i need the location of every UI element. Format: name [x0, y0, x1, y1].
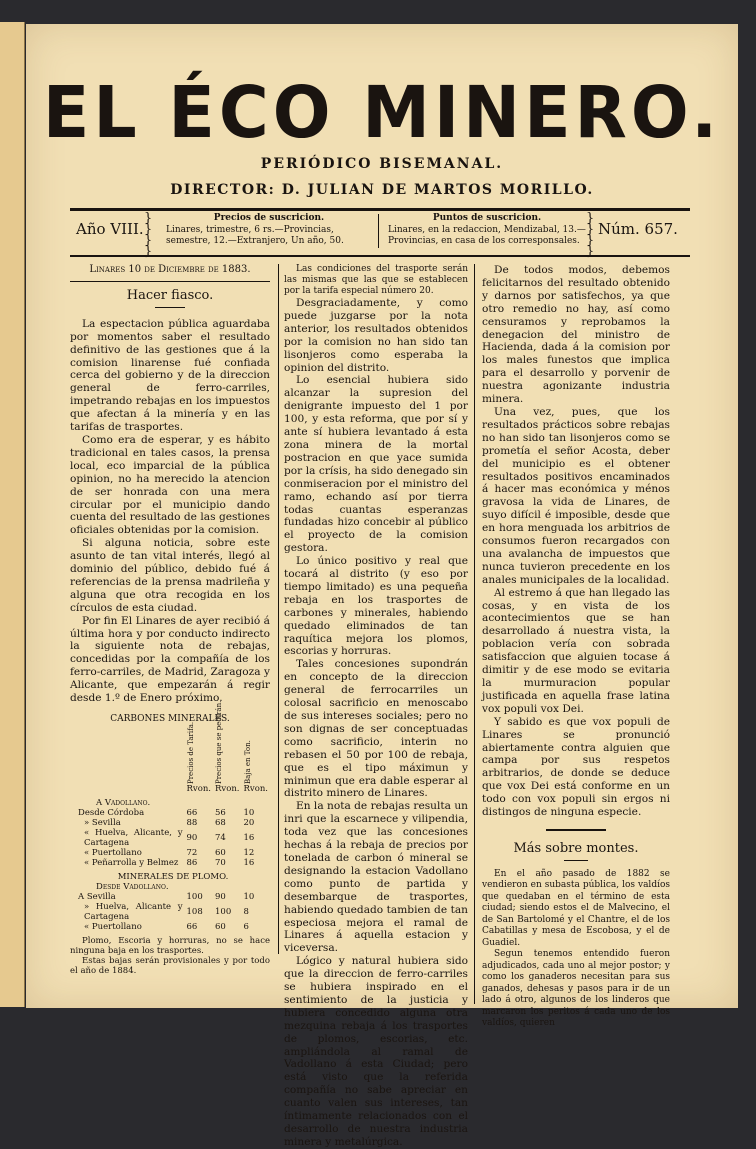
cell: 70: [215, 857, 226, 868]
issue-number: Núm. 657.: [598, 220, 678, 238]
cell: 66: [186, 921, 198, 932]
newspaper-page: [26, 24, 738, 1148]
paragraph: Lo esencial hubiera sido alcanzar la supresion del denigrante impuesto del 1 por 100, y esta reforma, que por sí y ante sí hubiera levantado á esta zona minera de la mortal postracion en que yace sumida por la crísis, ha sido denegado sin conmiseracion por el ministro del ramo, echando así por tierra todas cuantas esperanzas fundadas hizo concebir al público el proyecto de la comision gestora.: [284, 374, 468, 555]
unit-label: Rvon.: [243, 783, 268, 794]
paragraph: Segun tenemos entendido fueron adjudicados, cada uno al mejor postor; y como los ganaderos necesitan para sus ganados, dehesas y pasos para ir de un lado á otro, algunos de los linderos que marcaron los peritos á cada uno de los valdíos, quieren: [482, 949, 670, 1029]
paragraph: De todos modos, debemos felicitarnos del resultado obtenido y darnos por satisfechos, ya que otro remedio no hay, así como censuramos y reprobamos la denegacion del ministro de Hacienda, dada á la comision por los males funestos que implica para el desarrollo y porvenir de nuestra agonizante industria minera.: [482, 264, 670, 406]
paragraph: Lógico y natural hubiera sido que la direccion de ferro-carriles se hubiera inspirado en el sentimiento de la justicia y hubiera concedido alguna otra mezquina rebaja á los trasportes de plomos, escorias, etc. ampliándola al ramal de Vadollano á esta Ciudad; pero está visto que la referida compañía no sabe apreciar en cuanto valen sus intereses, tan íntimamente relacionados con el desarrollo de nuestra industria minera y metalúrgica.: [284, 955, 468, 1148]
cell: 16: [243, 857, 255, 868]
cell: 8: [243, 906, 249, 917]
cell: 16: [243, 832, 255, 843]
table-row: [76, 808, 270, 818]
column-rule-2: [474, 264, 475, 1004]
table-note: Estas bajas serán provisionales y por todo el año de 1884.: [70, 955, 270, 976]
paragraph: Lo único positivo y real que tocará al distrito (y eso por tiempo limitado) es una pequeña rebaja en los trasportes de carbones y minerales, habiendo quedado eliminados de tan raquítica mejora los plomos, escorias y horruras.: [284, 555, 468, 658]
route-label: A Sevilla: [78, 891, 116, 902]
paragraph: Por fin El Linares de ayer recibió á última hora y por conducto indirecto la siguiente nota de rebajas, concedidas por la compañía de los ferro-carriles, de Madrid, Zaragoza y Alicante, que empezarán á regir desde 1.º de Enero próximo.: [70, 614, 270, 705]
col-header: Precios de Tarifa.: [186, 721, 195, 784]
table-row: [76, 848, 270, 858]
adjacent-page-edge: [0, 22, 25, 1007]
column-2: [284, 264, 468, 1149]
column-rule-1: [278, 264, 279, 954]
section-ornament: [546, 829, 606, 831]
ornament-rule-left: } } } }: [144, 211, 152, 259]
cell: 88: [186, 817, 198, 828]
cell: 10: [243, 891, 255, 902]
table-row: [76, 818, 270, 828]
dateline: Linares 10 de Diciembre de 1883.: [89, 264, 251, 275]
table-title-plomo: MINERALES DE PLOMO.: [117, 871, 229, 882]
route-label: « Huelva, Alicante, y Cartagena: [84, 827, 183, 848]
dateline-rule: [70, 281, 270, 282]
route-label: « Puertollano: [84, 921, 142, 932]
paragraph: Y sabido es que vox populi de Linares se pronunció abiertamente contra alguien que campa por sus respetos arbitrarios, de donde se deduce que vox Dei está conforme en un todo con vox populi sin ergos ni distingos de ninguna especie.: [482, 715, 670, 819]
table-note: Plomo, Escoria y horruras, no se hace ninguna baja en los trasportes.: [70, 935, 270, 956]
table-row: [76, 858, 270, 868]
cell: 6: [243, 921, 249, 932]
route-label: » Sevilla: [84, 817, 121, 828]
table-row: [76, 892, 270, 902]
paragraph: En el año pasado de 1882 se vendieron en subasta pública, los valdíos que quedaban en el término de esta ciudad; siendo estos el de Malvecino, el de San Bartolomé y el Chantre, el de los Cabatillas y mesa de Escobosa, y el de Guadiel.: [482, 868, 670, 948]
masthead-title: EL ÉCO MINERO.: [42, 72, 722, 155]
cell: 56: [215, 807, 226, 818]
paragraph: Si alguna noticia, sobre este asunto de tan vital interés, llegó al dominio del público, debido fué á referencias de la prensa madrileña y alguna que otra recogida en los círculos de esta ciudad.: [70, 537, 270, 614]
table-row: [76, 922, 270, 932]
column-1: [70, 264, 270, 976]
cell: 60: [215, 921, 226, 932]
cell: 72: [186, 847, 198, 858]
origin-label: A Vadollano.: [96, 797, 151, 808]
precios-text: Linares, trimestre, 6 rs.—Provincias, semestre, 12.—Extranjero, Un año, 50.: [166, 225, 344, 246]
cell: 100: [215, 906, 232, 917]
cell: 90: [215, 891, 226, 902]
cell: 108: [186, 906, 203, 917]
table-row: [76, 902, 270, 922]
band-divider: [378, 214, 379, 248]
col-header: Precios que se pedirán.: [215, 700, 223, 784]
cell: 100: [186, 891, 203, 902]
unit-label: Rvon.: [215, 783, 240, 794]
ornament-rule-right: } } } }: [586, 211, 594, 259]
cell: 10: [243, 807, 255, 818]
article-heading: Más sobre montes.: [513, 840, 639, 856]
puntos-title: Puntos de suscricion.: [432, 213, 542, 223]
cell: 68: [215, 817, 226, 828]
paragraph: Al estremo á que han llegado las cosas, y en vista de los acontecimientos que se han desarrollado á nuestra vista, la poblacion vería con sobrada satisfaccion que alguien tocase á dimitir y de ese modo se evitaria la murmuracion popular justificada en aquella frase latina vox populi vox Dei.: [482, 586, 670, 715]
cell: 20: [243, 817, 255, 828]
paragraph: Como era de esperar, y es hábito tradicional en tales casos, la prensa local, eco imparcial de la pública opinion, no ha merecido la atencion de ser honrada con una mera circular por el municipio dando cuenta del resultado de las gestiones oficiales obtenidas por la comision.: [70, 433, 270, 537]
table-title-carbones: CARBONES MINERALES.: [110, 714, 230, 724]
cell: 66: [186, 807, 198, 818]
route-label: « Puertollano: [84, 847, 142, 858]
route-label: « Peñarrolla y Belmez: [84, 857, 179, 868]
cell: 90: [186, 832, 198, 843]
paragraph: Una vez, pues, que los resultados prácticos sobre rebajas no han sido tan lisonjeros como se prometía el señor Acosta, deber del municipio es el obtener resultados positivos encaminados á hacer mas económica y ménos gravosa la vida de Linares, de suyo difícil é imposible, desde que en hora menguada los arbitrios de consumos fueron recargados con una avalancha de impuestos que nunca tuvieron precedente en los anales municipales de la localidad.: [482, 405, 670, 586]
cell: 74: [215, 832, 226, 843]
director-line: DIRECTOR: D. JULIAN DE MARTOS MORILLO.: [170, 182, 594, 198]
article-heading: Hacer fiasco.: [126, 287, 214, 303]
route-label: » Huelva, Alicante y Cartagena: [84, 901, 183, 922]
puntos-text: Linares, en la redaccion, Mendizabal, 13.—Provincias, en casa de los corresponsales.: [388, 225, 586, 246]
route-label: Desde Córdoba: [78, 807, 145, 818]
column-3: [482, 264, 670, 1030]
paragraph: Desgraciadamente, y como puede juzgarse por la nota anterior, los resultados obtenidos por la comision no han sido tan lisonjeros como esperaba la opinion del distrito.: [284, 297, 468, 374]
paragraph: Las condiciones del trasporte serán las mismas que las que se establecen por la tarifa especial número 20.: [284, 264, 468, 296]
year-label: Año VIII.: [76, 220, 144, 238]
unit-label: Rvon.: [186, 783, 211, 794]
heading-rule: [564, 860, 588, 861]
cell: 60: [215, 847, 226, 858]
col-header: Baja en Ton.: [243, 740, 252, 784]
paragraph: La espectacion pública aguardaba por momentos saber el resultado definitivo de las gestiones que á la comision linarense fué confiada cerca del gobierno y de la direccion general de ferro-carriles, impetrando rebajas en los impuestos que afectan á la minería y en las tarifas de trasportes.: [70, 317, 270, 434]
table-row: [76, 828, 270, 848]
paragraph: Tales concesiones supondrán en concepto de la direccion general de ferrocarriles un colosal sacrificio en menoscabo de sus intereses sociales; pero no son dignas de ser conceptuadas como sacrificio, interin no rebasen el 50 por 100 de rebaja, que es el tipo máximun y minimun que era dable esperar al distrito minero de Linares.: [284, 658, 468, 800]
cell: 86: [186, 857, 198, 868]
masthead-subtitle: PERIÓDICO BISEMANAL.: [260, 156, 504, 172]
paragraph: En la nota de rebajas resulta un inri que la escarnece y vilipendia, toda vez que las concesiones hechas á la rebaja de precios por tonelada de carbon ó mineral se designando la estacion Vadollano como punto de partida y desembarque de trasportes, habiendo quedado tambien de tan especiosa mejora el ramal de Linares á aquella estacion y viceversa.: [284, 800, 468, 955]
origin-label: Desde Vadollano.: [96, 881, 169, 892]
heading-rule: [155, 307, 185, 308]
cell: 12: [243, 847, 255, 858]
precios-title: Precios de suscricion.: [213, 213, 325, 223]
